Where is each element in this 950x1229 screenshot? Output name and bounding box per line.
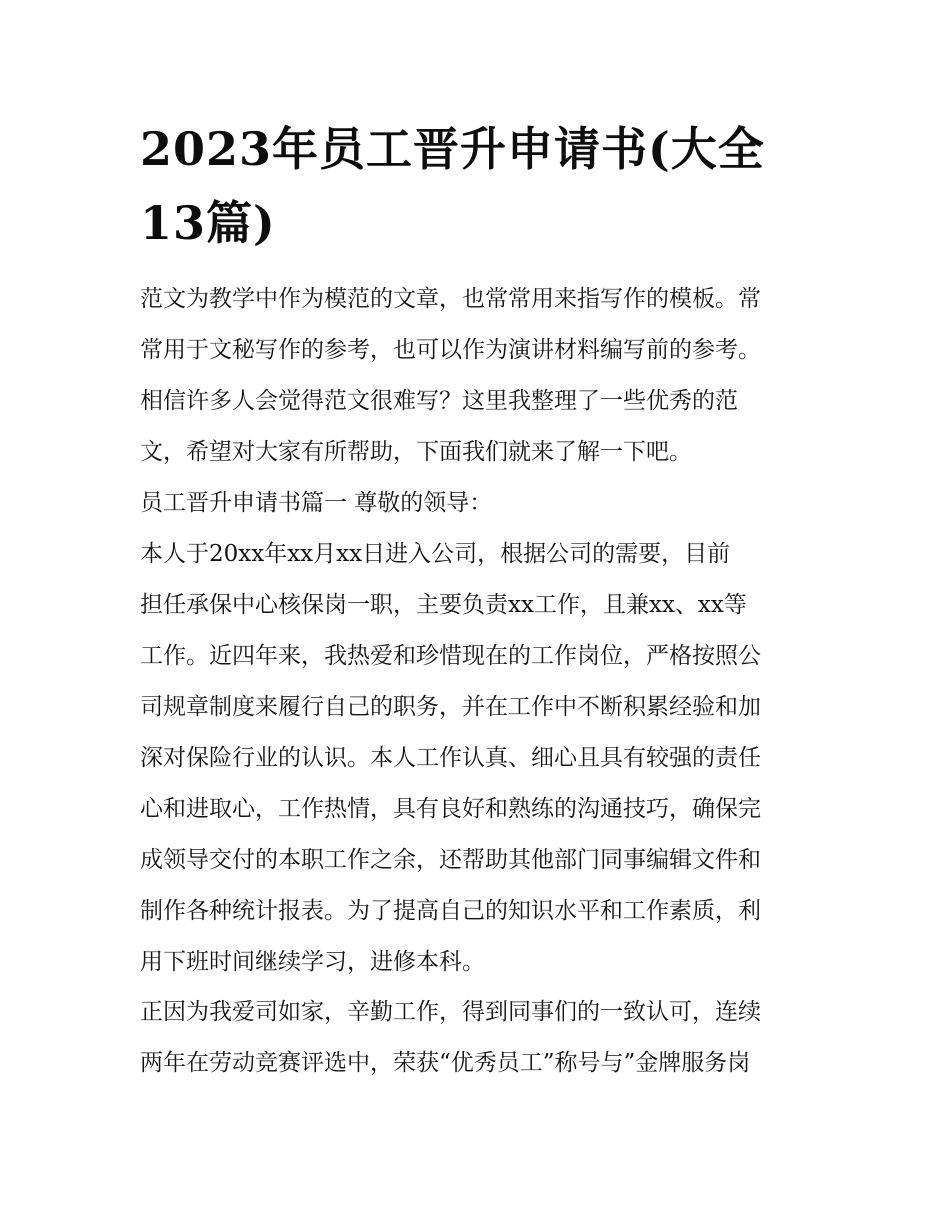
text-line: 两年在劳动竞赛评选中，荣获“优秀员工”称号与”金牌服务岗 xyxy=(140,1050,751,1076)
text-line: 司规章制度来履行自己的职务，并在工作中不断积累经验和加 xyxy=(140,694,761,720)
text-line: 本人于20xx年xx月xx日进入公司，根据公司的需要，目前 xyxy=(140,541,731,567)
text-line: 担任承保中心核保岗一职，主要负责xx工作，且兼xx、xx等 xyxy=(140,592,747,618)
section-heading-paragraph xyxy=(140,478,820,529)
text-line: 心和进取心，工作热情，具有良好和熟练的沟通技巧，确保完 xyxy=(140,796,761,822)
body-paragraph-2 xyxy=(140,987,820,1089)
text-line: 常用于文秘写作的参考，也可以作为演讲材料编写前的参考。 xyxy=(140,337,761,363)
title-line-2: 13篇) xyxy=(140,196,276,250)
text-line: 制作各种统计报表。为了提高自己的知识水平和工作素质，利 xyxy=(140,898,761,924)
intro-paragraph xyxy=(140,274,820,478)
text-line: 成领导交付的本职工作之余，还帮助其他部门同事编辑文件和 xyxy=(140,847,761,873)
text-line: 员工晋升申请书篇一 尊敬的领导： xyxy=(140,490,493,516)
text-line: 深对保险行业的认识。本人工作认真、细心且具有较强的责任 xyxy=(140,745,761,771)
text-line: 用下班时间继续学习，进修本科。 xyxy=(140,949,485,975)
text-line: 相信许多人会觉得范文很难写？这里我整理了一些优秀的范 xyxy=(140,388,738,414)
text-line: 范文为教学中作为模范的文章，也常常用来指写作的模板。常 xyxy=(140,286,761,312)
title-line-1: 2023年员工晋升申请书(大全 xyxy=(140,122,765,176)
text-line: 文，希望对大家有所帮助，下面我们就来了解一下吧。 xyxy=(140,439,692,465)
text-line: 正因为我爱司如家，辛勤工作，得到同事们的一致认可，连续 xyxy=(140,999,761,1025)
document-title xyxy=(140,112,820,260)
text-line: 工作。近四年来，我热爱和珍惜现在的工作岗位，严格按照公 xyxy=(140,643,761,669)
body-paragraph-1 xyxy=(140,529,820,988)
